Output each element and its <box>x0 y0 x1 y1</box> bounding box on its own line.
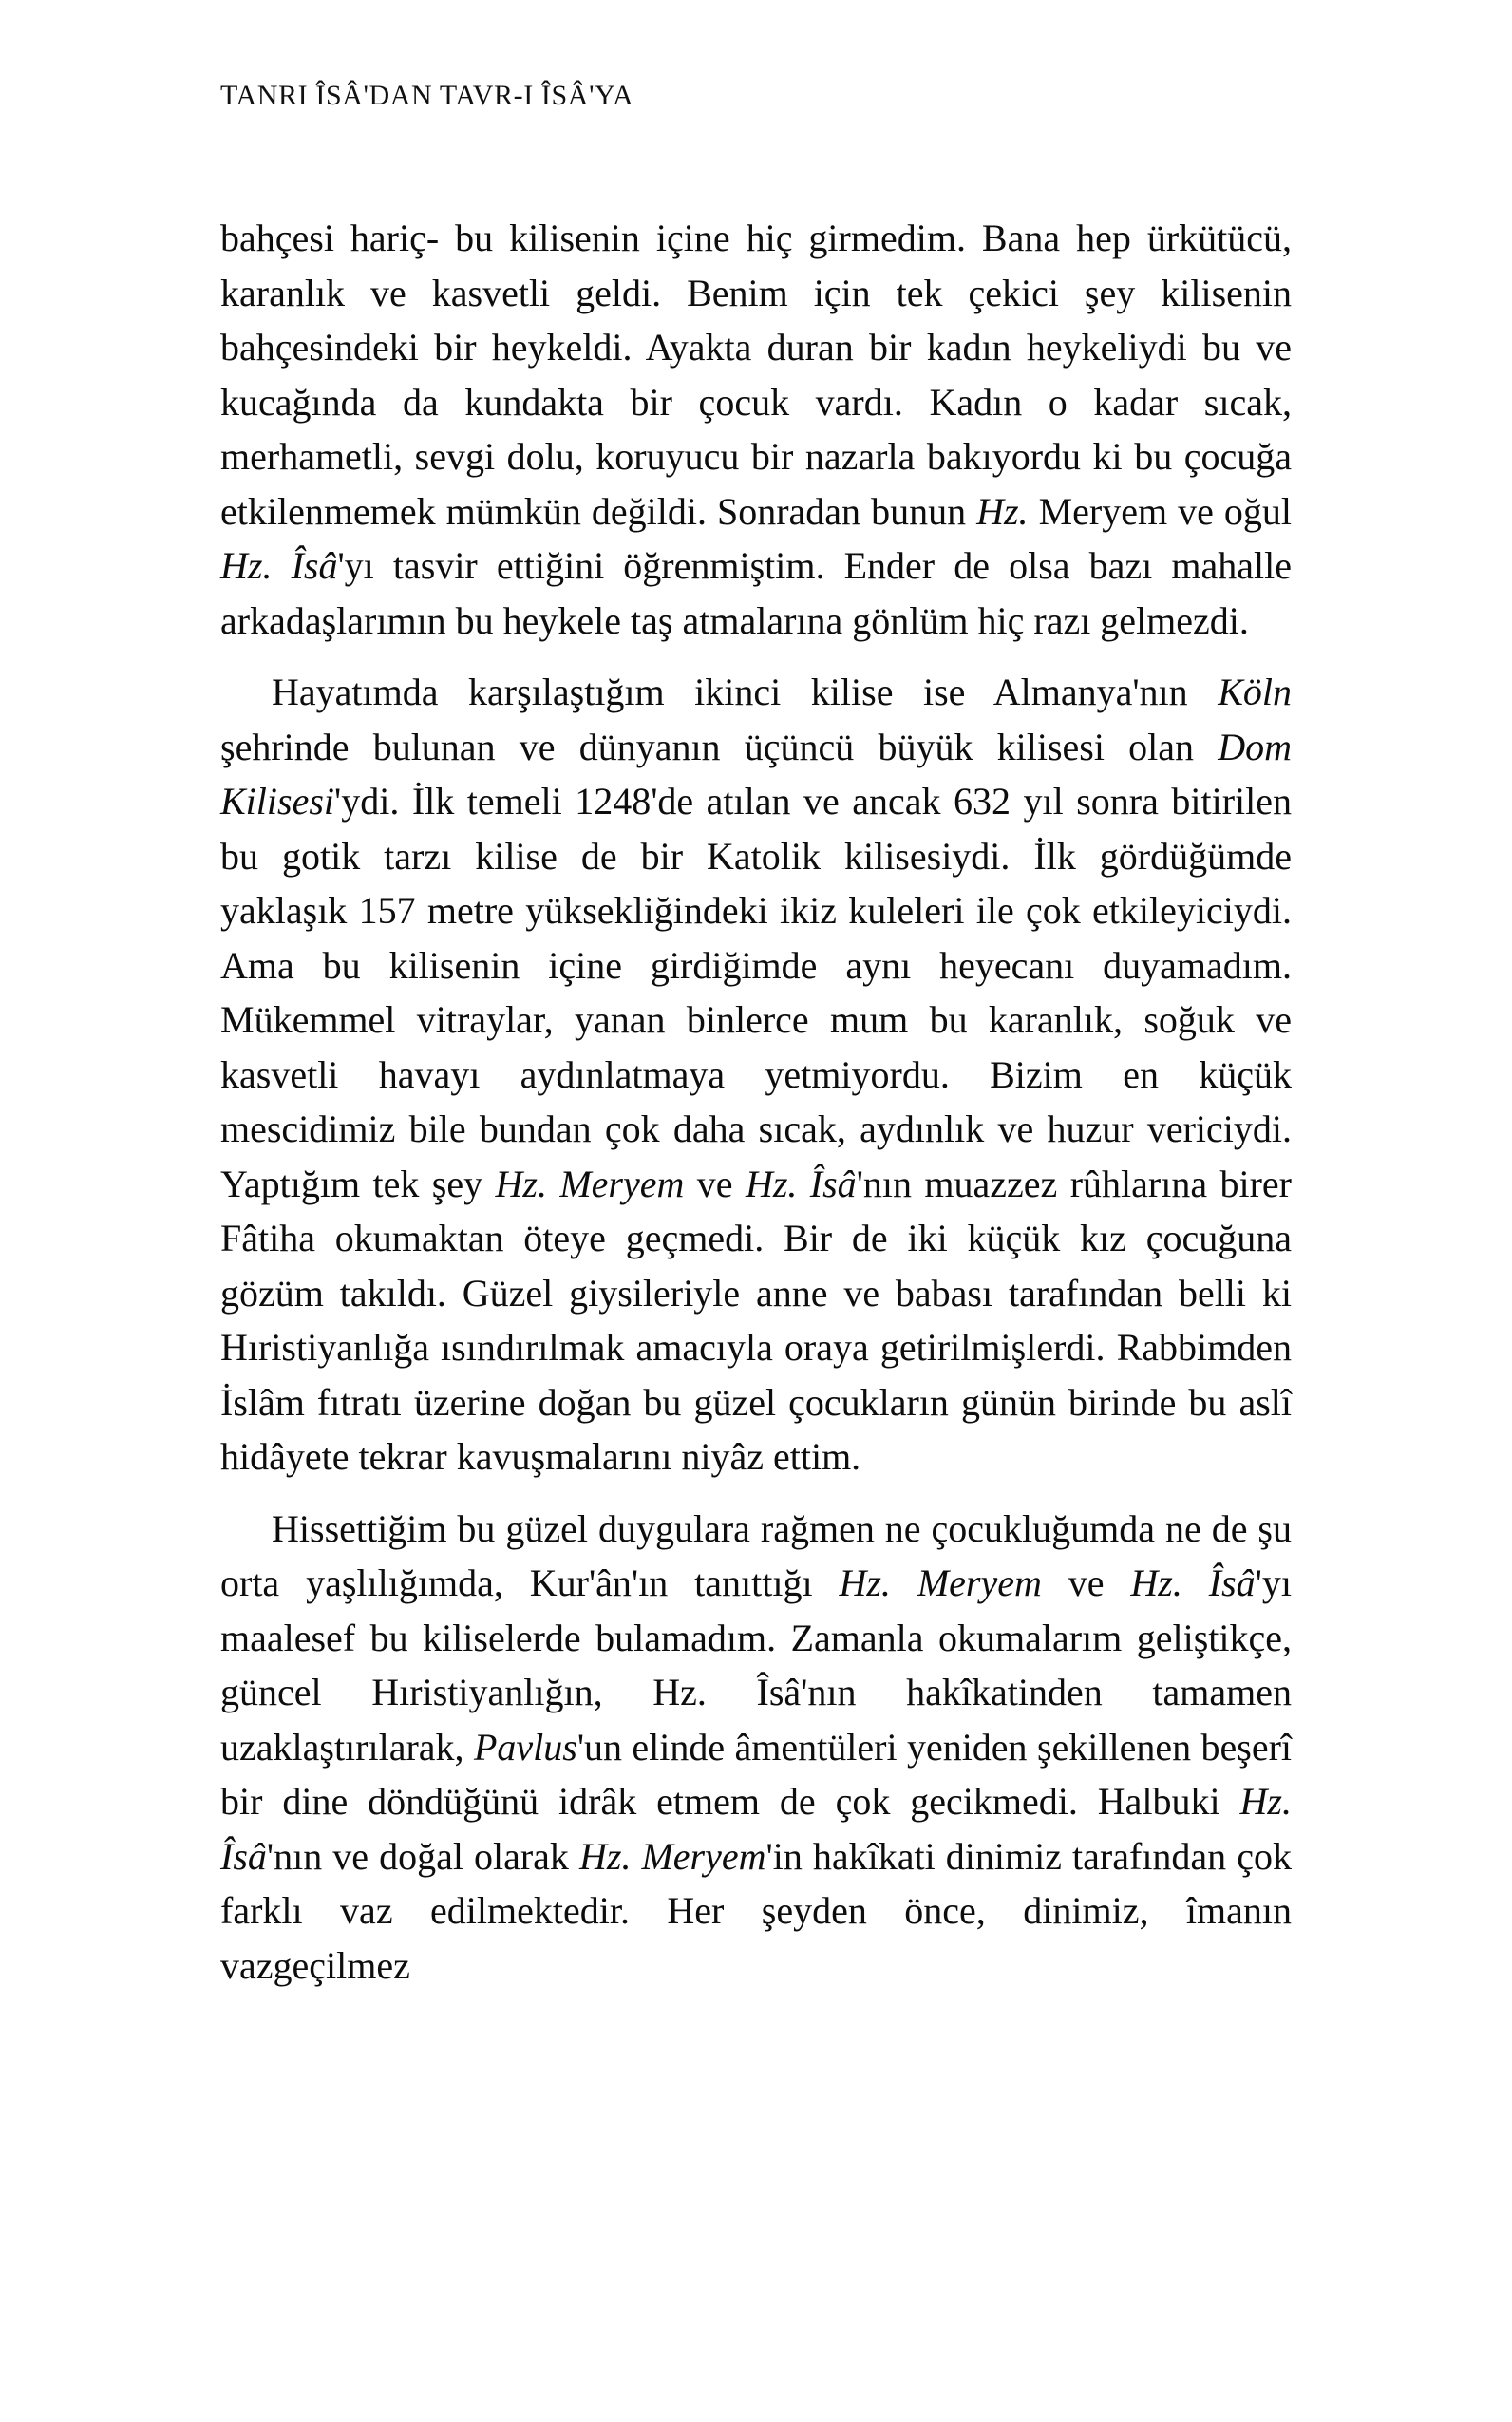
body-text-column <box>220 211 1292 1993</box>
emphasis-run: Hz. Meryem <box>495 1162 685 1205</box>
text-run: 'ydi. İlk temeli 1248'de atılan ve ancak 632 yıl sonra bitirilen bu gotik tarzı kilise de bir Katolik kilisesiydi. İlk gördüğümde yaklaşık 157 metre yüksekliğindeki ikiz kuleleri ile çok etkileyiciydi. Ama bu kilisenin içine girdiğimde aynı heyecanı duyamadım. Mükemmel vitraylar, yanan binlerce mum bu karanlık, soğuk ve kasvetli havayı aydınlatmaya yetmiyordu. Bizim en küçük mescidimiz bile bundan çok daha sıcak, aydınlık ve huzur vericiydi. Yaptığım tek şey <box>220 780 1292 1205</box>
text-run: Hayatımda karşılaştığım ikinci kilise ise Almanya'nın <box>272 671 1219 713</box>
text-run: 'yı maalesef bu kiliselerde bulamadım. Zamanla okumalarım geliştikçe, güncel Hıristiyanlığın, Hz. Îsâ'nın hakîkatinden tamamen uzaklaştırılarak, <box>220 1561 1292 1769</box>
running-header: TANRI ÎSÂ'DAN TAVR-I ÎSÂ'YA <box>220 80 634 111</box>
text-run: 'un elinde âmentüleri yeniden şekillenen beşerî bir dine döndüğünü idrâk etmem de çok gecikmedi. Halbuki <box>220 1725 1292 1823</box>
text-run: bahçesi hariç- bu kilisenin içine hiç girmedim. Bana hep ürkütücü, karanlık ve kasvetli geldi. Benim için tek çekici şey kilisenin bahçesindeki bir heykeldi. Ayakta duran bir kadın heykeliydi bu ve kucağında da kundakta bir çocuk vardı. Kadın o kadar sıcak, merhametli, sevgi dolu, koruyucu bir nazarla bakıyordu ki bu çocuğa etkilenmemek mümkün değildi. Sonradan bunun <box>220 217 1292 533</box>
paragraph-2 <box>220 665 1292 1485</box>
emphasis-run: Hz. Meryem <box>839 1561 1042 1604</box>
emphasis-run: Hz. Îsâ <box>745 1162 857 1205</box>
text-run: şehrinde bulunan ve dünyanın üçüncü büyük kilisesi olan <box>220 725 1219 768</box>
paragraph-1 <box>220 211 1292 648</box>
text-run: Hissettiğim bu güzel duygulara rağmen ne çocukluğumda ne de şu orta yaşlılığımda, Kur'ân'ın tanıttığı <box>220 1506 1292 1604</box>
text-run: Meryem ve oğul <box>1028 489 1292 533</box>
emphasis-run: Köln <box>1218 671 1292 713</box>
text-run: 'nın ve doğal olarak <box>266 1834 579 1878</box>
text-run: 'nın muazzez rûhlarına birer Fâtiha okumaktan öteye geçmedi. Bir de iki küçük kız çocuğuna gözüm takıldı. Güzel giysileriyle anne ve babası tarafından belli ki Hıristiyanlığa ısındırılmak amacıyla oraya getirilmişlerdi. Rabbimden İslâm fıtratı üzerine doğan bu güzel çocukların günün birinde bu aslî hidâyete tekrar kavuşmalarını niyâz ettim. <box>220 1162 1292 1478</box>
text-run: 'yı tasvir ettiğini öğrenmiştim. Ender de olsa bazı mahalle arkadaşlarımın bu heykele taş atmalarına gönlüm hiç razı gelmezdi. <box>220 544 1292 642</box>
paragraph-3 <box>220 1502 1292 1994</box>
emphasis-run: Hz. Îsâ <box>220 544 338 587</box>
emphasis-run: Hz. <box>976 489 1029 533</box>
text-run: ve <box>684 1162 746 1205</box>
emphasis-run: Hz. Meryem <box>578 1834 766 1878</box>
emphasis-run: Hz. Îsâ <box>220 1780 1292 1878</box>
emphasis-run: Hz. Îsâ <box>1130 1561 1256 1604</box>
emphasis-run: Dom Kilisesi <box>220 725 1292 823</box>
text-run: 'in hakîkati dinimiz tarafından çok farklı vaz edilmektedir. Her şeyden önce, dinimiz, îmanın vazgeçilmez <box>220 1834 1292 1987</box>
text-run: ve <box>1041 1561 1131 1604</box>
emphasis-run: Pavlus <box>473 1725 577 1769</box>
